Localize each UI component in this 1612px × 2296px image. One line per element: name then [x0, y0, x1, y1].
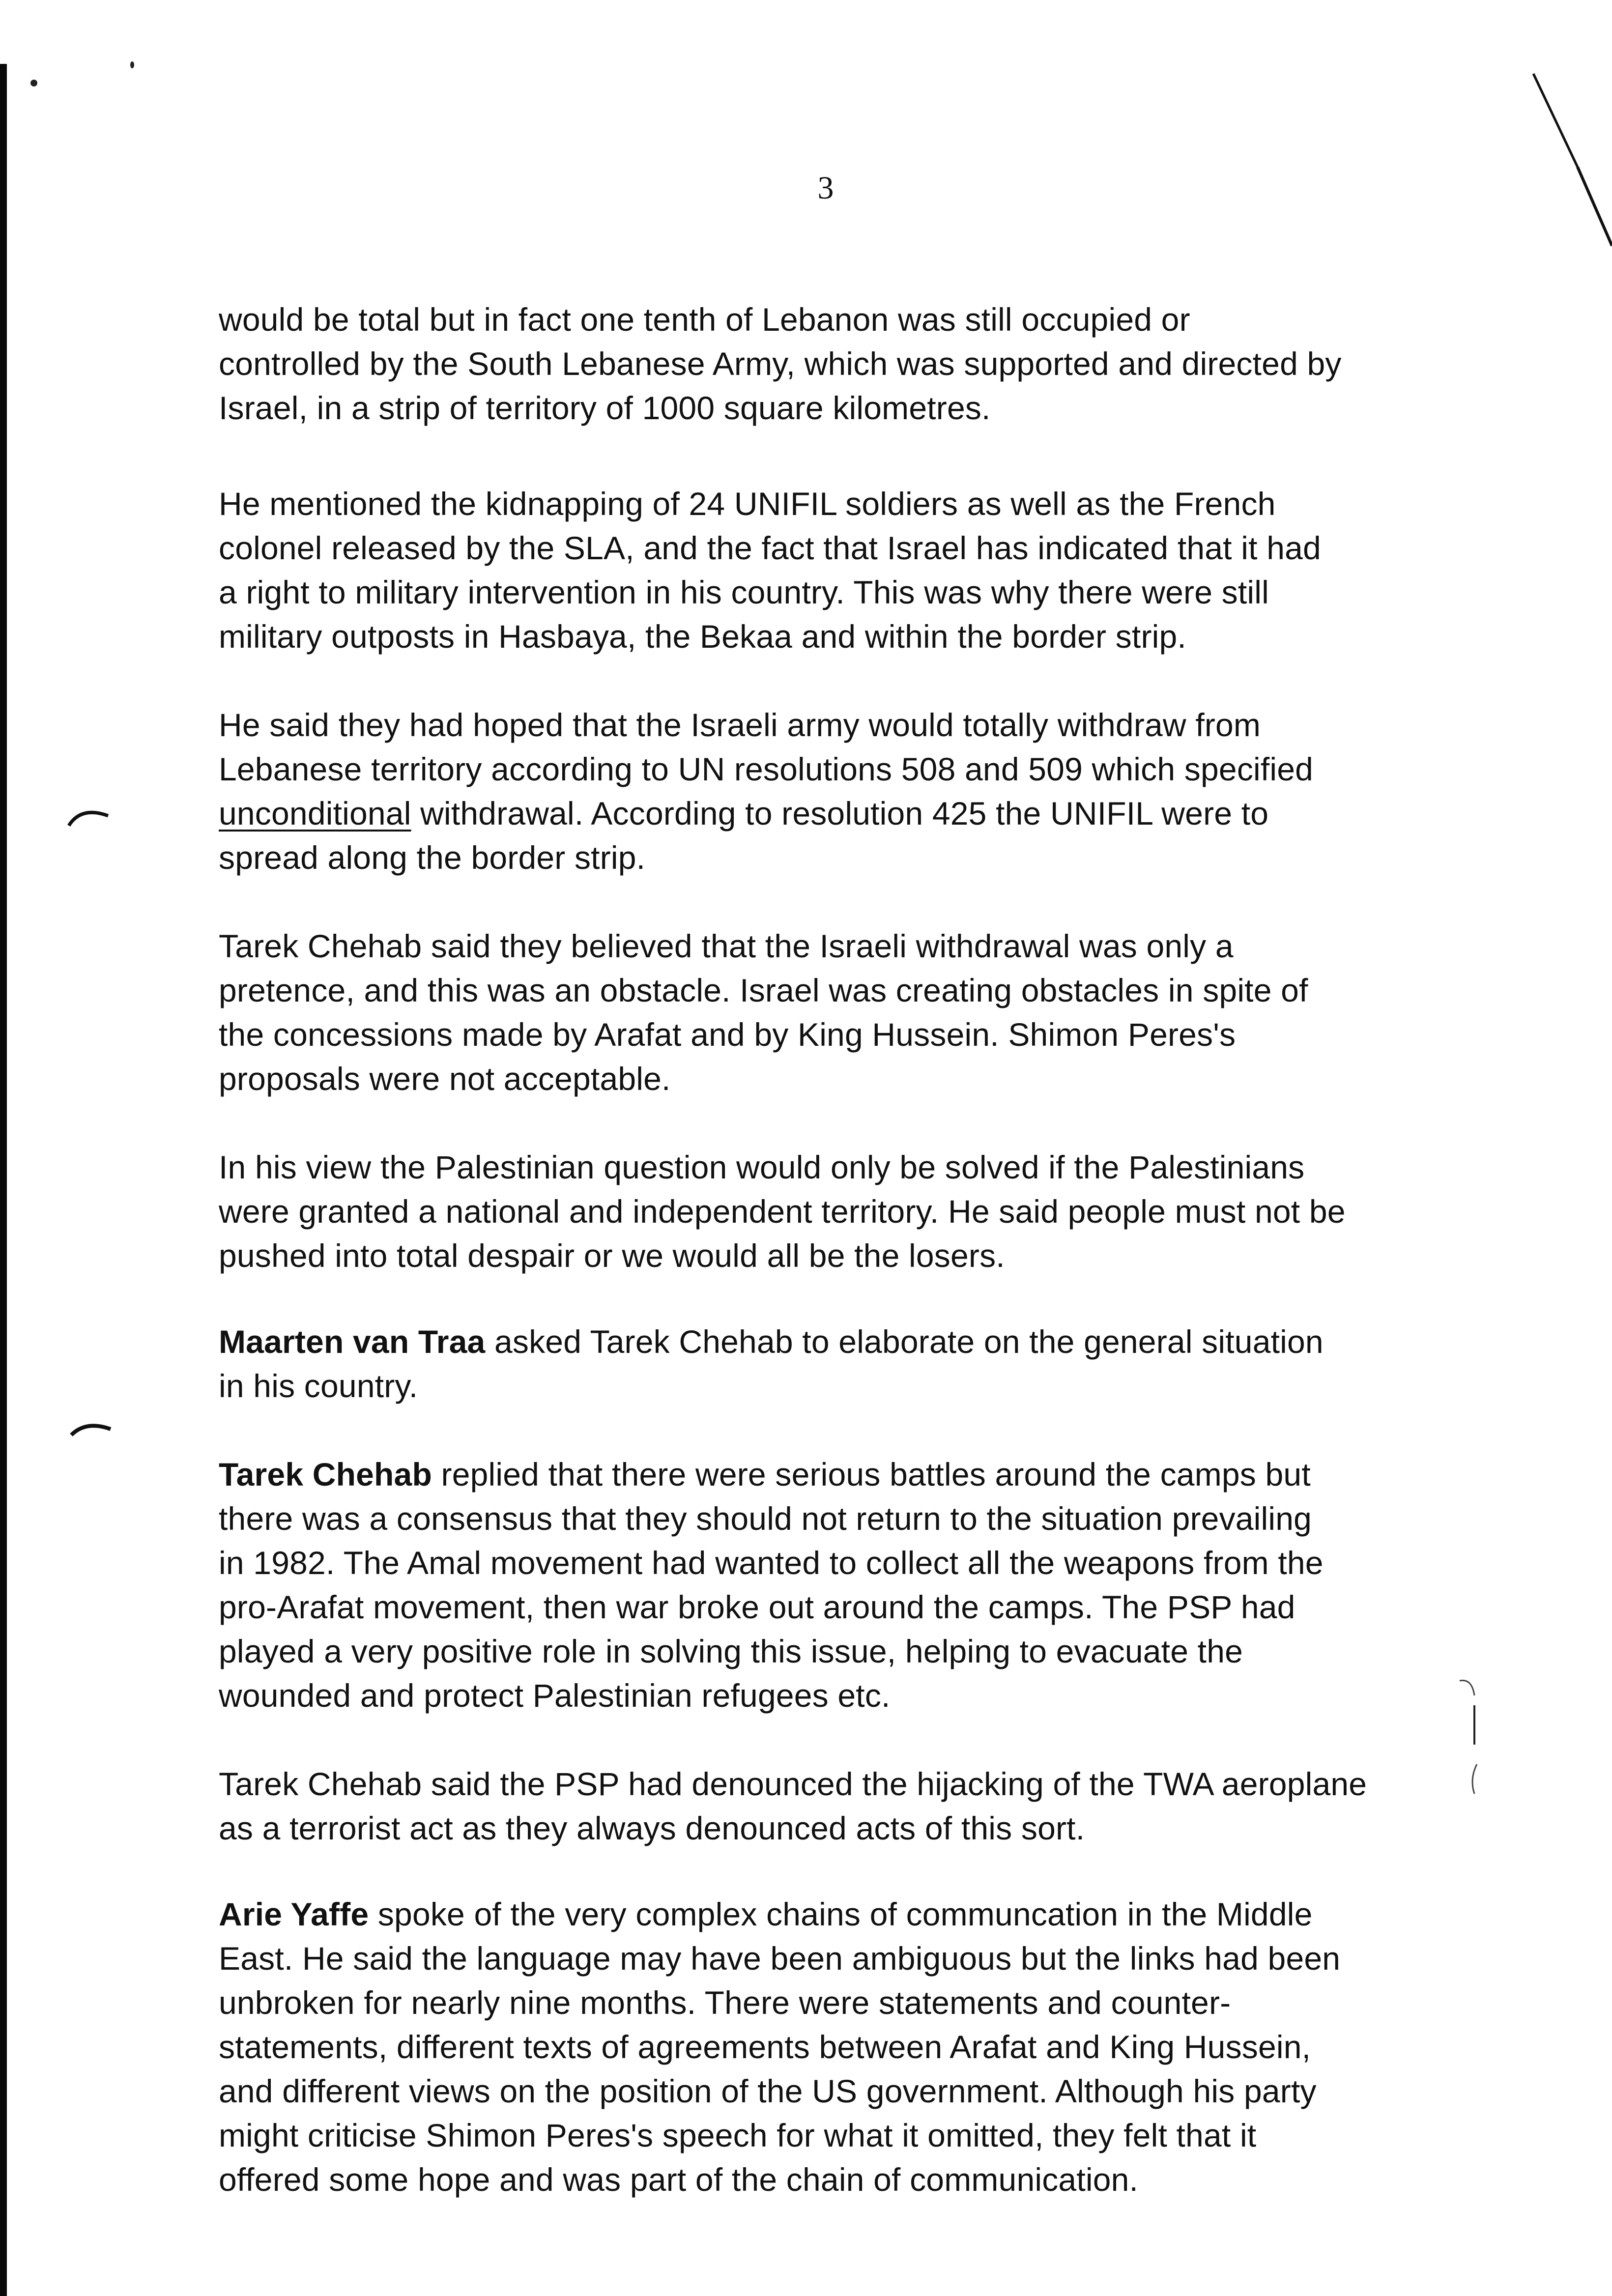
margin-mark-icon — [69, 1420, 113, 1445]
text-line — [219, 1892, 1487, 1936]
text-line: the concessions made by Arafat and by King Hussein. Shimon Peres's — [219, 1016, 1236, 1053]
speaker-name: Maarten van Traa — [219, 1323, 486, 1360]
text-line: a right to military intervention in his country. This was why there were still — [219, 574, 1269, 610]
text-line: there was a consensus that they should not return to the situation prevailing — [219, 1500, 1312, 1537]
text-line: pushed into total despair or we would all be the losers. — [219, 1237, 1005, 1274]
paragraph — [219, 1892, 1487, 2202]
text-line: would be total but in fact one tenth of Lebanon was still occupied or — [219, 301, 1190, 338]
speaker-name: Tarek Chehab — [219, 1456, 432, 1492]
scan-speck — [30, 80, 37, 86]
text-line: played a very positive role in solving this issue, helping to evacuate the — [219, 1633, 1243, 1669]
text-fragment: replied that there were serious battles around the camps but — [432, 1456, 1311, 1492]
text-line: Tarek Chehab said they believed that the Israeli withdrawal was only a — [219, 928, 1234, 964]
text-fragment: withdrawal. According to resolution 425 the UNIFIL were to — [411, 795, 1269, 832]
text-line: and different views on the position of the US government. Although his party — [219, 2073, 1317, 2109]
text-line: proposals were not acceptable. — [219, 1061, 671, 1097]
paragraph — [219, 1145, 1487, 1278]
text-line: pretence, and this was an obstacle. Israel was creating obstacles in spite of — [219, 972, 1308, 1008]
text-line: statements, different texts of agreements between Arafat and King Hussein, — [219, 2029, 1311, 2065]
text-line: unbroken for nearly nine months. There were statements and counter- — [219, 1984, 1231, 2021]
text-line: pro-Arafat movement, then war broke out around the camps. The PSP had — [219, 1589, 1295, 1625]
text-fragment: asked Tarek Chehab to elaborate on the general situation — [485, 1323, 1324, 1360]
page-number: 3 — [817, 170, 834, 206]
text-line: colonel released by the SLA, and the fact that Israel has indicated that it had — [219, 530, 1321, 566]
text-fragment: spoke of the very complex chains of communcation in the Middle — [369, 1896, 1313, 1932]
text-line: He mentioned the kidnapping of 24 UNIFIL soldiers as well as the French — [219, 486, 1276, 522]
text-line: spread along the border strip. — [219, 839, 646, 876]
paragraph — [219, 703, 1487, 880]
text-line: In his view the Palestinian question would only be solved if the Palestinians — [219, 1149, 1305, 1185]
paragraph — [219, 1452, 1487, 1718]
text-line: Israel, in a strip of territory of 1000 square kilometres. — [219, 390, 991, 426]
text-line: He said they had hoped that the Israeli army would totally withdraw from — [219, 707, 1261, 743]
text-line: might criticise Shimon Peres's speech for what it omitted, they felt that it — [219, 2117, 1257, 2153]
margin-mark-icon — [66, 806, 111, 831]
text-line: were granted a national and independent territory. He said people must not be — [219, 1193, 1346, 1230]
text-line: wounded and protect Palestinian refugees etc. — [219, 1677, 891, 1714]
paragraph — [219, 1762, 1487, 1850]
text-line: Lebanese territory according to UN resolutions 508 and 509 which specified — [219, 751, 1314, 787]
scan-edge-shadow — [0, 64, 7, 2296]
text-line: military outposts in Hasbaya, the Bekaa and within the border strip. — [219, 618, 1186, 655]
text-line: Tarek Chehab said the PSP had denounced the hijacking of the TWA aeroplane — [219, 1766, 1367, 1802]
scan-corner-line — [1514, 69, 1612, 246]
text-line: in his country. — [219, 1368, 418, 1404]
scan-speck — [130, 61, 134, 68]
text-line — [219, 1452, 1487, 1496]
text-line: in 1982. The Amal movement had wanted to collect all the weapons from the — [219, 1545, 1324, 1581]
text-line — [219, 1320, 1487, 1364]
paragraph — [219, 482, 1487, 659]
paragraph — [219, 924, 1487, 1101]
text-line: offered some hope and was part of the chain of communication. — [219, 2161, 1139, 2198]
text-line — [219, 791, 1487, 835]
paragraph — [219, 297, 1487, 430]
underlined-word: unconditional — [219, 795, 411, 832]
text-line: as a terrorist act as they always denounced acts of this sort. — [219, 1810, 1085, 1846]
text-line: East. He said the language may have been ambiguous but the links had been — [219, 1940, 1341, 1977]
paragraph — [219, 1320, 1487, 1408]
text-line: controlled by the South Lebanese Army, which was supported and directed by — [219, 345, 1342, 382]
speaker-name: Arie Yaffe — [219, 1896, 369, 1932]
